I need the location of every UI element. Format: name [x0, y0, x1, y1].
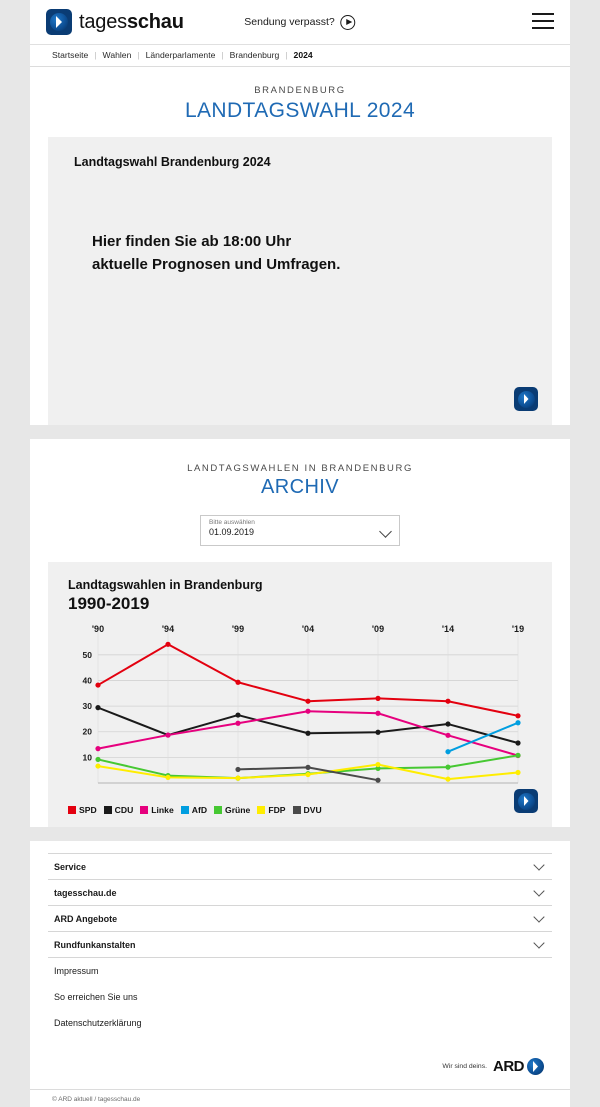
archive-date-select-label: Bitte auswählen — [209, 519, 255, 526]
svg-text:30: 30 — [82, 701, 92, 712]
chart-legend-label: Grüne — [225, 805, 251, 815]
footer-link-kontakt[interactable]: So erreichen Sie uns — [54, 992, 138, 1002]
footer-accordion-label: Rundfunkanstalten — [54, 939, 136, 950]
svg-text:'09: '09 — [371, 624, 385, 634]
footer-accordion-ard-angebote[interactable] — [48, 906, 552, 932]
logo-wordmark — [79, 11, 184, 34]
chart-subtitle: 1990-2019 — [68, 594, 150, 613]
chevron-down-icon[interactable] — [533, 911, 544, 922]
ard-wordmark: ARD — [493, 1058, 524, 1075]
copyright-line: © ARD aktuell / tagesschau.de — [30, 1089, 570, 1107]
footer-link-datenschutz[interactable]: Datenschutzerklärung — [54, 1018, 142, 1028]
breadcrumb-item-startseite[interactable]: Startseite — [52, 50, 89, 60]
chart-legend-label: AfD — [191, 805, 208, 815]
tagesschau-badge-icon — [514, 387, 538, 411]
footer-accordion-tagesschau-de[interactable] — [48, 880, 552, 906]
site-header — [30, 0, 570, 44]
section-gap — [30, 827, 570, 841]
breadcrumb-item-wahlen[interactable]: Wahlen — [102, 50, 132, 60]
chart-legend-item — [293, 805, 322, 815]
page-title: LANDTAGSWAHL 2024 — [184, 99, 416, 122]
svg-text:40: 40 — [82, 675, 92, 686]
chevron-down-icon[interactable] — [533, 937, 544, 948]
sendung-verpasst-label: Sendung verpasst? — [244, 16, 335, 28]
chart-legend-item — [140, 805, 173, 815]
footer-link-impressum[interactable]: Impressum — [54, 966, 99, 976]
svg-text:'90: '90 — [91, 624, 105, 634]
chevron-down-icon[interactable] — [533, 859, 544, 870]
footer-accordion-label: Service — [54, 861, 87, 872]
chart-legend-label: CDU — [114, 805, 134, 815]
footer-accordion-service[interactable] — [48, 853, 552, 880]
chart-legend-swatch — [293, 806, 301, 814]
chart-legend-swatch — [214, 806, 222, 814]
svg-text:'04: '04 — [301, 624, 315, 634]
archive-header — [30, 439, 570, 511]
election-teaser-card[interactable] — [48, 137, 552, 425]
chart-title: Landtagswahlen in Brandenburg — [68, 578, 263, 592]
chart-legend-swatch — [140, 806, 148, 814]
archive-title: ARCHIV — [261, 476, 339, 498]
svg-text:10: 10 — [82, 752, 92, 763]
breadcrumb-separator: | — [221, 50, 224, 60]
site-shell — [30, 0, 570, 1107]
footer-accordion-rundfunkanstalten[interactable] — [48, 932, 552, 958]
election-teaser-body — [48, 137, 552, 425]
hamburger-menu-icon[interactable] — [532, 13, 554, 29]
archive-date-select[interactable] — [200, 515, 400, 546]
chart-legend-item — [68, 805, 97, 815]
footer-accordion-label: ARD Angebote — [54, 913, 118, 924]
footer-accordion-label: tagesschau.de — [54, 887, 117, 898]
chevron-down-icon[interactable] — [533, 885, 544, 896]
breadcrumb — [30, 44, 570, 67]
svg-text:'14: '14 — [441, 624, 455, 634]
chart-legend-item — [214, 805, 250, 815]
logo-word-light: tages — [79, 10, 127, 33]
tagesschau-logo[interactable] — [46, 9, 184, 35]
breadcrumb-separator: | — [94, 50, 97, 60]
election-teaser-message-line2: aktuelle Prognosen und Umfragen. — [92, 255, 341, 273]
svg-text:'94: '94 — [161, 624, 175, 634]
election-teaser-message — [92, 231, 526, 276]
breadcrumb-item-laenderparlamente[interactable]: Länderparlamente — [145, 50, 216, 60]
election-teaser-message-line1: Hier finden Sie ab 18:00 Uhr — [92, 233, 292, 250]
chart-legend-label: Linke — [151, 805, 174, 815]
page-title-block — [30, 67, 570, 137]
tagesschau-badge-icon — [514, 789, 538, 813]
site-footer — [48, 841, 552, 1089]
chart-legend-label: SPD — [79, 805, 97, 815]
archive-chart-card — [48, 562, 552, 827]
svg-text:'19: '19 — [511, 624, 525, 634]
chart-legend-swatch — [104, 806, 112, 814]
svg-text:20: 20 — [82, 726, 92, 737]
chart-legend-swatch — [181, 806, 189, 814]
ard-branding — [48, 1036, 552, 1089]
tagesschau-logo-icon — [46, 9, 72, 35]
chart-plot-area — [68, 624, 532, 799]
ard-claim: Wir sind deins. — [442, 1063, 487, 1070]
chart-legend-item — [257, 805, 285, 815]
breadcrumb-item-2024[interactable]: 2024 — [293, 50, 313, 60]
breadcrumb-separator: | — [285, 50, 288, 60]
sendung-verpasst-link[interactable] — [244, 15, 355, 30]
page-kicker: BRANDENBURG — [254, 85, 346, 96]
chart-legend-item — [181, 805, 207, 815]
section-gap — [30, 425, 570, 439]
svg-text:'99: '99 — [231, 624, 245, 634]
play-icon[interactable] — [341, 15, 356, 30]
archive-kicker: LANDTAGSWAHLEN IN BRANDENBURG — [187, 463, 413, 474]
chart-legend-swatch — [257, 806, 265, 814]
chart-legend — [68, 805, 532, 815]
results-line-chart — [68, 624, 528, 799]
ard-logo-icon — [527, 1058, 544, 1075]
logo-word-bold: schau — [126, 10, 184, 33]
svg-text:50: 50 — [82, 649, 92, 660]
chart-legend-label: DVU — [303, 805, 322, 815]
chart-legend-label: FDP — [268, 805, 286, 815]
election-teaser-heading: Landtagswahl Brandenburg 2024 — [74, 155, 271, 169]
breadcrumb-separator: | — [137, 50, 140, 60]
chart-legend-swatch — [68, 806, 76, 814]
chart-legend-item — [104, 805, 134, 815]
breadcrumb-item-brandenburg[interactable]: Brandenburg — [229, 50, 280, 60]
archive-date-select-value: 01.09.2019 — [209, 527, 255, 537]
